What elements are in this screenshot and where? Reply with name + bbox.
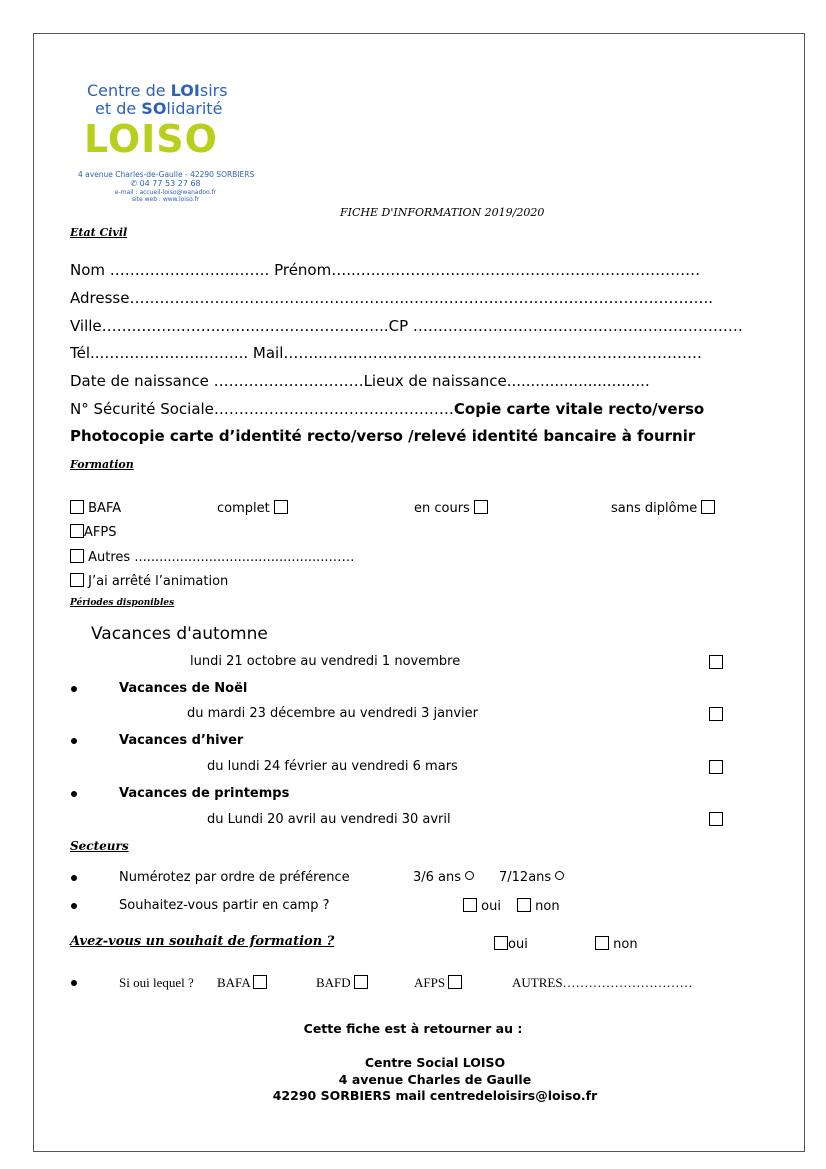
section-heading-periodes: Périodes disponibles <box>70 598 175 608</box>
logo-line2: et de SOlidarité <box>95 99 223 118</box>
option-souhait-autres[interactable]: AUTRES………………………… <box>512 975 693 990</box>
option-camp-non[interactable]: non <box>517 898 560 914</box>
si-oui-label: Si oui lequel ? <box>119 975 194 990</box>
en-cours-checkbox[interactable] <box>474 500 488 514</box>
bullet <box>71 738 77 744</box>
logo-wordmark: LOISO <box>84 117 218 161</box>
option-souhait-afps[interactable]: AFPS <box>414 975 462 991</box>
option-camp-oui[interactable]: oui <box>463 898 501 914</box>
secteurs-camp-question: Souhaitez-vous partir en camp ? <box>119 898 330 913</box>
camp-non-checkbox[interactable] <box>517 898 531 912</box>
option-en-cours[interactable]: en cours <box>414 500 488 516</box>
souhait-bafd-checkbox[interactable] <box>354 975 368 989</box>
option-souhait-bafd[interactable]: BAFD <box>316 975 368 991</box>
footer-return-note: Cette fiche est à retourner au : <box>303 1021 523 1036</box>
souhait-bafa-checkbox[interactable] <box>253 975 267 989</box>
document-title: FICHE D'INFORMATION 2019/2020 <box>340 206 545 219</box>
logo-line1: Centre de LOIsirs <box>87 81 228 100</box>
period-printemps-checkbox[interactable] <box>709 812 723 826</box>
period-automne-dates: lundi 21 octobre au vendredi 1 novembre <box>190 654 461 669</box>
period-hiver-title: Vacances d’hiver <box>119 733 244 748</box>
field-adresse[interactable]: Adresse……………….……………………………….…….……….…………………………………….. <box>70 289 714 307</box>
logo-address: 4 avenue Charles-de-Gaulle - 42290 SORBIERS <box>78 170 255 179</box>
period-printemps-dates: du Lundi 20 avril au vendredi 30 avril <box>207 812 451 827</box>
option-afps[interactable]: AFPS <box>70 524 116 540</box>
section-heading-formation: Formation <box>70 458 134 471</box>
bullet <box>71 980 77 986</box>
bullet <box>71 903 77 909</box>
option-arrete[interactable]: J’ai arrêté l’animation <box>70 573 228 589</box>
logo-phone: ✆ 04 77 53 27 68 <box>130 179 201 188</box>
period-hiver-checkbox[interactable] <box>709 760 723 774</box>
section-heading-etat-civil: Etat Civil <box>70 226 128 239</box>
bullet <box>71 791 77 797</box>
field-nom-prenom[interactable]: Nom …………………….……. Prénom…..…..…………….………………………………………… <box>70 261 701 279</box>
complet-checkbox[interactable] <box>274 500 288 514</box>
footer-city-mail: 42290 SORBIERS mail centredeloisirs@loiso.fr <box>272 1088 598 1103</box>
arrete-checkbox[interactable] <box>70 573 84 587</box>
option-age-7-12[interactable]: 7/12ans <box>499 870 564 885</box>
footer-centre-name: Centre Social LOISO <box>364 1055 506 1070</box>
bullet <box>71 686 77 692</box>
field-securite-sociale[interactable]: N° Sécurité Sociale…………………………………………Copie carte vitale recto/verso <box>70 400 705 418</box>
option-souhait-oui[interactable]: oui <box>494 936 528 952</box>
option-age-3-6[interactable]: 3/6 ans <box>413 870 474 885</box>
option-souhait-non[interactable]: non <box>595 936 638 952</box>
age-7-12-radio[interactable] <box>555 871 564 880</box>
autres-checkbox[interactable] <box>70 549 84 563</box>
souhait-non-checkbox[interactable] <box>595 936 609 950</box>
photocopie-note: Photocopie carte d’identité recto/verso /relevé identité bancaire à fournir <box>70 427 696 445</box>
souhait-oui-checkbox[interactable] <box>494 936 508 950</box>
option-autres[interactable]: Autres ...............................................…… <box>70 549 355 565</box>
period-noel-dates: du mardi 23 décembre au vendredi 3 janvier <box>187 706 478 721</box>
field-tel-mail[interactable]: Tél...………………..……... Mail……..…….…….………..…………………………………………… <box>70 344 702 362</box>
option-souhait-bafa[interactable]: BAFA <box>217 975 267 991</box>
section-heading-souhait: Avez-vous un souhait de formation ? <box>70 934 335 949</box>
field-naissance[interactable]: Date de naissance …………………………Lieux de naissance.............................. <box>70 372 650 390</box>
souhait-afps-checkbox[interactable] <box>448 975 462 989</box>
field-ville-cp[interactable]: Ville…….….…..……..……..…..…………….…..CP ………………………………………………………… <box>70 317 743 335</box>
bullet <box>71 875 77 881</box>
camp-oui-checkbox[interactable] <box>463 898 477 912</box>
period-hiver-dates: du lundi 24 février au vendredi 6 mars <box>207 759 458 774</box>
secteurs-numerotez: Numérotez par ordre de préférence <box>119 870 350 885</box>
age-3-6-radio[interactable] <box>465 871 474 880</box>
logo-email: e-mail : accueil-loiso@wanadoo.fr <box>114 189 217 196</box>
logo-site: site web : www.loiso.fr <box>131 196 200 203</box>
section-heading-secteurs: Secteurs <box>70 839 129 853</box>
option-sans-diplome[interactable]: sans diplôme <box>611 500 715 516</box>
period-printemps-title: Vacances de printemps <box>119 786 290 801</box>
option-complet[interactable]: complet <box>217 500 288 516</box>
period-noel-checkbox[interactable] <box>709 707 723 721</box>
period-noel-title: Vacances de Noël <box>119 681 248 696</box>
afps-checkbox[interactable] <box>70 524 84 538</box>
footer-address: 4 avenue Charles de Gaulle <box>338 1072 532 1087</box>
period-automne-checkbox[interactable] <box>709 655 723 669</box>
bafa-checkbox[interactable] <box>70 500 84 514</box>
option-bafa[interactable]: BAFA <box>70 500 121 516</box>
period-automne-title: Vacances d'automne <box>91 624 268 644</box>
sans-diplome-checkbox[interactable] <box>701 500 715 514</box>
